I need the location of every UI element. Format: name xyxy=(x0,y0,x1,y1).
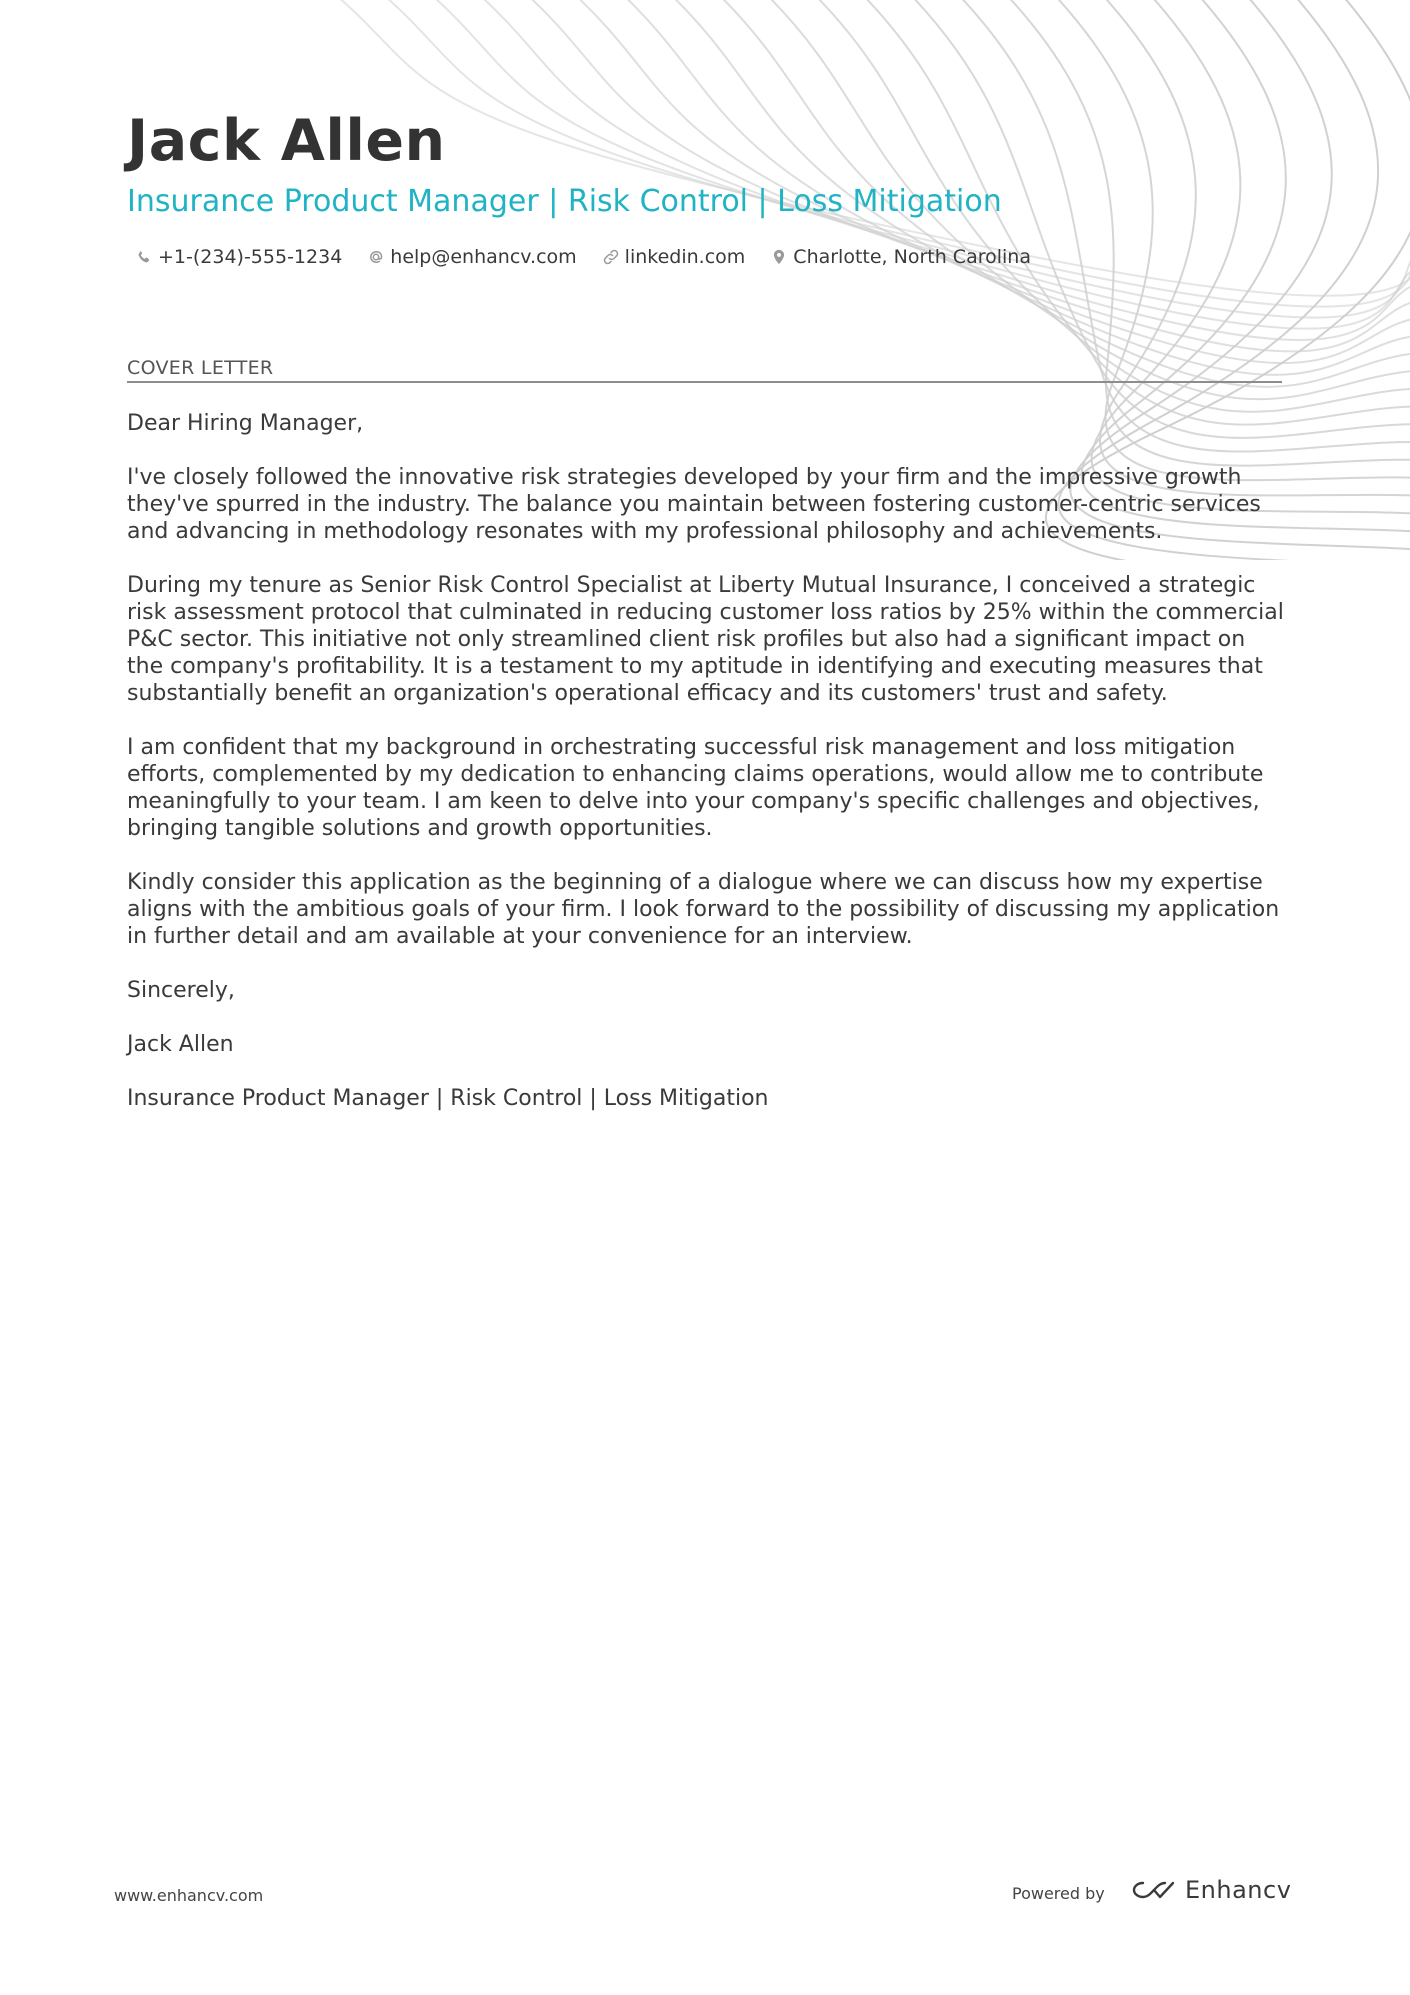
letter-closing: Sincerely, xyxy=(127,978,235,1003)
section-title-cover-letter: COVER LETTER xyxy=(127,357,1282,383)
contact-bar xyxy=(135,246,1056,268)
applicant-headline: Insurance Product Manager | Risk Control | Loss Mitigation xyxy=(127,184,1002,219)
letter-signature-name: Jack Allen xyxy=(127,1032,234,1057)
powered-by-label: Powered by xyxy=(1012,1884,1105,1903)
contact-phone[interactable] xyxy=(135,246,342,268)
enhancv-brand-name: Enhancv xyxy=(1185,1876,1292,1904)
contact-location-text: Charlotte, North Carolina xyxy=(793,246,1031,268)
decorative-wave-line xyxy=(426,0,1410,318)
decorative-wave-line xyxy=(474,0,1410,329)
link-icon xyxy=(602,248,620,266)
decorative-wave-line xyxy=(570,0,1410,351)
decorative-wave-line xyxy=(618,0,1410,363)
enhancv-logo-icon xyxy=(1131,1878,1177,1902)
contact-location xyxy=(770,246,1031,268)
footer-website-link[interactable]: www.enhancv.com xyxy=(114,1886,264,1905)
letter-body xyxy=(127,410,1287,1139)
contact-email[interactable] xyxy=(367,246,576,268)
enhancv-brand[interactable] xyxy=(1131,1876,1291,1904)
decorative-wave-line xyxy=(1002,0,1410,466)
decorative-wave-line xyxy=(522,0,1410,340)
letter-signature-title: Insurance Product Manager | Risk Control | Loss Mitigation xyxy=(127,1086,769,1111)
letter-paragraph: I've closely followed the innovative risk strategies developed by your firm and the impressive growth they've spurred in the industry. The balance you maintain between fostering customer-centric services and advancing in methodology resonates with my professional philosophy and achievements. xyxy=(127,465,1261,544)
location-icon xyxy=(770,248,788,266)
contact-phone-text: +1-(234)-555-1234 xyxy=(158,246,343,268)
contact-email-text: help@enhancv.com xyxy=(390,246,577,268)
applicant-name: Jack Allen xyxy=(127,108,446,174)
at-icon xyxy=(367,248,385,266)
letter-paragraph: I am confident that my background in orchestrating successful risk management and loss mitigation efforts, complemented by my dedication to enhancing claims operations, would allow me to contribute meaningfully to your team. I am keen to delve into your company's specific challenges and objectives, bringing tangible solutions and growth opportunities. xyxy=(127,735,1264,841)
letter-greeting: Dear Hiring Manager, xyxy=(127,411,364,436)
phone-icon xyxy=(135,248,153,266)
letter-paragraph: During my tenure as Senior Risk Control Specialist at Liberty Mutual Insurance, I conceived a strategic risk assessment protocol that culminated in reducing customer loss ratios by 25% within the commercial P&C sector. This initiative not only streamlined client risk profiles but also had a significant impact on the company's profitability. It is a testament to my aptitude in identifying and executing measures that substantially benefit an organization's operational efficacy and its customers' trust and safety. xyxy=(127,573,1284,706)
decorative-wave-line xyxy=(954,0,1410,452)
letter-paragraph: Kindly consider this application as the beginning of a dialogue where we can discuss how my expertise aligns with the ambitious goals of your firm. I look forward to the possibility of discussing my application in further detail and am available at your convenience for an interview. xyxy=(127,870,1280,949)
contact-linkedin-text: linkedin.com xyxy=(624,246,746,268)
contact-linkedin[interactable] xyxy=(602,246,746,268)
